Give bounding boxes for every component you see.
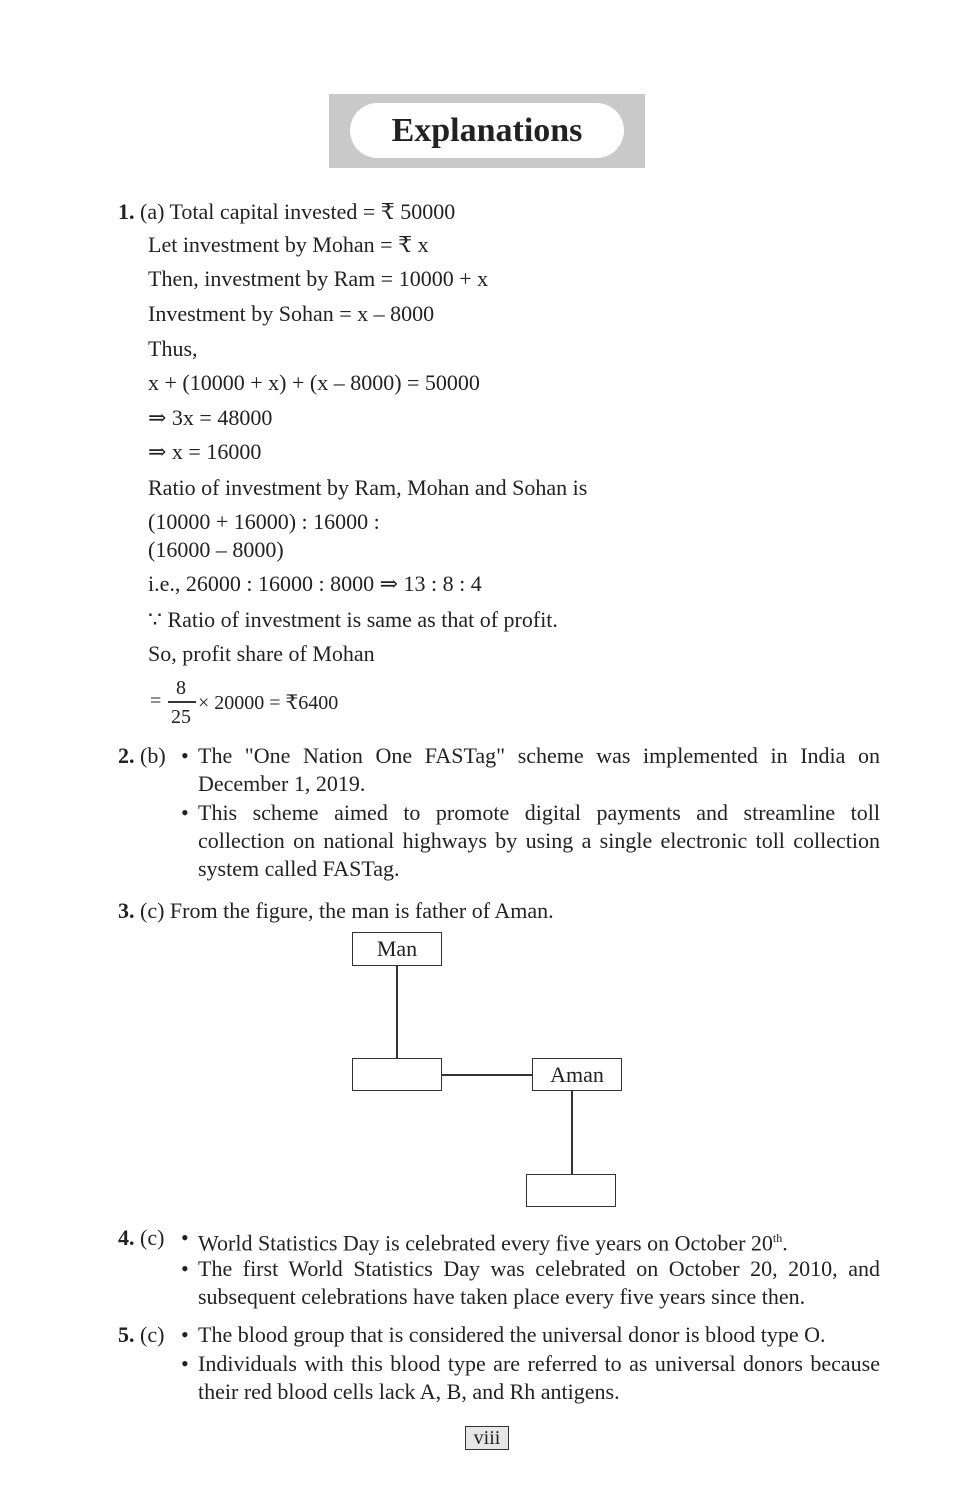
q1-line-3: Investment by Sohan = x – 8000 xyxy=(148,301,435,326)
q1-line-8: Ratio of investment by Ram, Mohan and Sohan is xyxy=(148,475,588,500)
q4-bullet-mark-1: • xyxy=(181,1256,189,1281)
q2-header xyxy=(118,742,166,770)
q1-number: 1. xyxy=(118,199,135,224)
q3-number: 3. xyxy=(118,898,135,923)
q1-line-13: So, profit share of Mohan xyxy=(148,641,375,666)
q3-option: (c) xyxy=(140,898,165,923)
q1-line-11: i.e., 26000 : 16000 : 8000 ⇒ 13 : 8 : 4 xyxy=(148,571,482,596)
page-number: viii xyxy=(465,1426,509,1450)
q1-header xyxy=(118,198,455,226)
q4-bullet-0-text: World Statistics Day is celebrated every five years on October 20 xyxy=(198,1230,773,1256)
q5-bullet-1: Individuals with this blood type are referred to as universal donors because their red blood cells lack A, B, and Rh antigens. xyxy=(198,1351,880,1404)
diagram-man-box xyxy=(352,932,442,966)
diagram-man-vertical-line xyxy=(396,966,398,1058)
q3-header xyxy=(118,897,554,925)
q2-number: 2. xyxy=(118,743,135,768)
q1-frac-numerator: 8 xyxy=(176,677,186,699)
q1-frac-prefix: = xyxy=(150,690,162,712)
q2-bullet-1: This scheme aimed to promote digital payments and streamline toll collection on national highways by using a single electronic toll collection system called FASTag. xyxy=(198,800,880,881)
q4-header xyxy=(118,1224,164,1252)
q2-bullet-mark-1: • xyxy=(181,800,189,825)
q4-number: 4. xyxy=(118,1225,135,1250)
q1-frac-bar xyxy=(168,701,196,703)
title-banner xyxy=(329,94,645,168)
q4-bullet-mark-0: • xyxy=(181,1225,189,1250)
q1-line-7: ⇒ x = 16000 xyxy=(148,439,262,464)
q1-option: (a) xyxy=(140,199,165,224)
diagram-man-label: Man xyxy=(376,936,418,961)
q1-line-6: ⇒ 3x = 48000 xyxy=(148,405,273,430)
diagram-spouse-box xyxy=(352,1058,442,1091)
q5-bullet-mark-0: • xyxy=(181,1322,189,1347)
q4-bullet-0-end: . xyxy=(782,1230,788,1256)
q5-bullet-0: The blood group that is considered the universal donor is blood type O. xyxy=(198,1322,826,1347)
q1-frac-result: × 20000 = ₹6400 xyxy=(198,692,339,714)
q4-bullet-0-sup: th xyxy=(772,1231,783,1245)
q4-bullet-0 xyxy=(198,1224,788,1257)
q2-bullet-0: The "One Nation One FASTag" scheme was implemented in India on December 1, 2019. xyxy=(198,743,880,796)
q1-line-1: Let investment by Mohan = ₹ x xyxy=(148,232,429,257)
q1-line-9: (10000 + 16000) : 16000 : xyxy=(148,509,380,534)
q3-text: From the figure, the man is father of Aman. xyxy=(169,898,554,923)
q4-option: (c) xyxy=(140,1225,165,1250)
q1-line-4: Thus, xyxy=(148,336,198,361)
diagram-aman-label: Aman xyxy=(550,1061,604,1087)
q1-line-10: (16000 – 8000) xyxy=(148,537,284,562)
q1-line-5: x + (10000 + x) + (x – 8000) = 50000 xyxy=(148,370,480,395)
q5-bullet-mark-1: • xyxy=(181,1351,189,1376)
diagram-aman-box xyxy=(532,1058,622,1091)
q5-option: (c) xyxy=(140,1322,165,1347)
diagram-aman-vertical-line xyxy=(571,1091,573,1174)
q1-line-2: Then, investment by Ram = 10000 + x xyxy=(148,266,489,291)
diagram-child-box xyxy=(526,1174,616,1207)
q1-line-12: ∵ Ratio of investment is same as that of profit. xyxy=(148,607,558,632)
q1-frac-denominator: 25 xyxy=(171,706,191,728)
q5-number: 5. xyxy=(118,1322,135,1347)
diagram-horizontal-line xyxy=(442,1074,532,1076)
q4-bullet-1: The first World Statistics Day was celebrated on October 20, 2010, and subsequent celebrations have taken place every five years since then. xyxy=(198,1256,880,1309)
q1-line-0: Total capital invested = ₹ 50000 xyxy=(169,199,456,224)
page-title: Explanations xyxy=(350,103,624,158)
q5-header xyxy=(118,1321,164,1349)
q2-bullet-mark-0: • xyxy=(181,743,189,768)
q2-option: (b) xyxy=(140,743,166,768)
